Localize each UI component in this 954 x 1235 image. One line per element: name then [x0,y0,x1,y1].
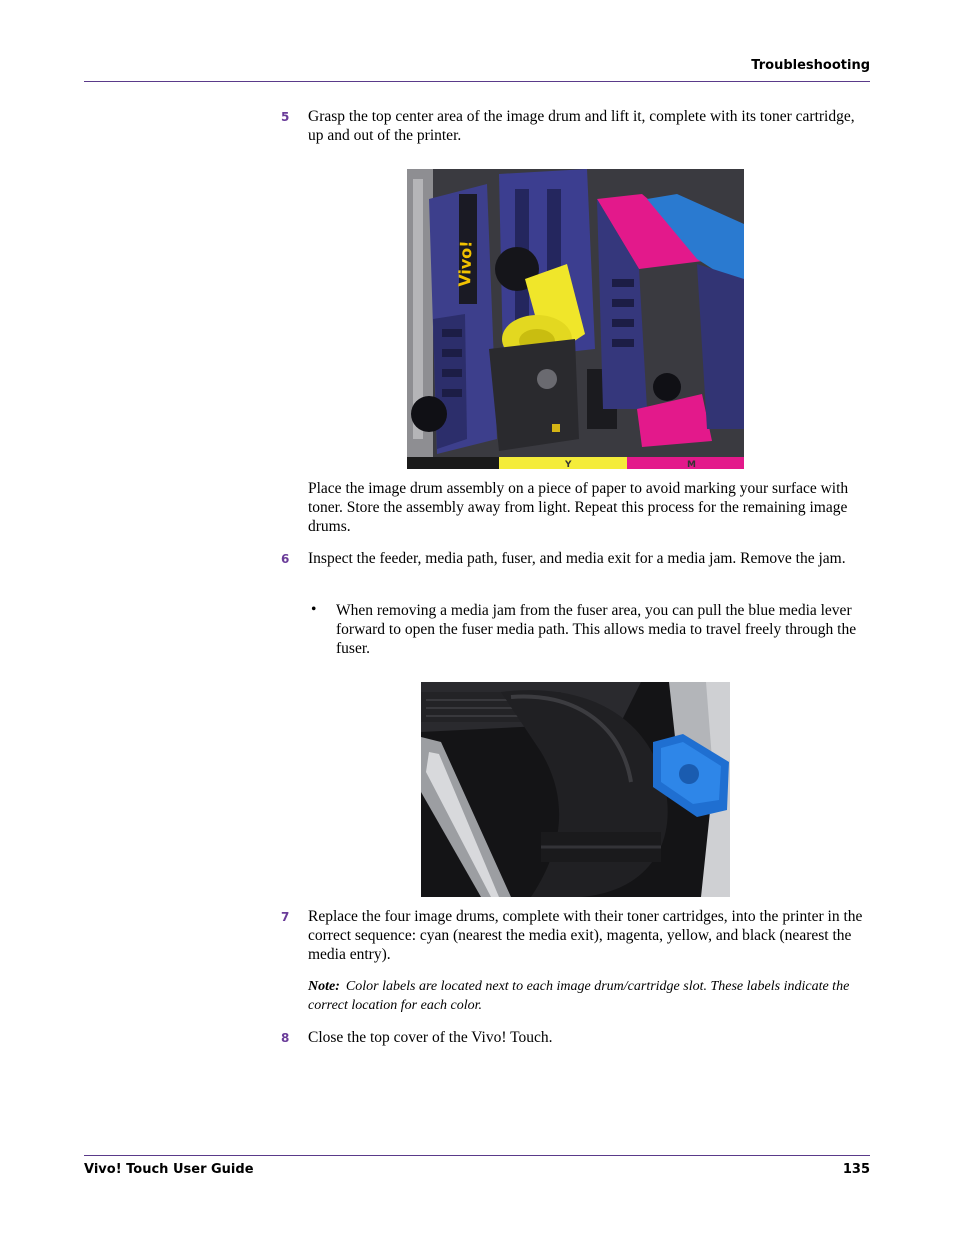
step-number: 5 [281,110,290,124]
note-text: Color labels are located next to each image drum/cartridge slot. These labels indicate the correct location for each color. [308,979,850,1013]
bullet-text: When removing a media jam from the fuser area, you can pull the blue media lever forward to open the fuser media path. This allows media to travel freely through the fuser. [336,602,857,657]
section-title: Troubleshooting [751,58,870,73]
footer-rule [84,1155,870,1156]
fuser-photo [421,682,730,897]
page-number: 135 [842,1162,870,1177]
step-text: Close the top cover of the Vivo! Touch. [308,1029,553,1046]
step-number: 8 [281,1031,290,1045]
slot-label-magenta: M [687,460,696,469]
step-text: Grasp the top center area of the image drum and lift it, complete with its toner cartridge, up and out of the printer. [308,108,855,144]
step-number: 7 [281,910,290,924]
bullet-symbol: • [311,601,317,618]
step-text: Replace the four image drums, complete with their toner cartridges, into the printer in the correct sequence: cyan (nearest the media exit), magenta, yellow, and black (nearest the media entry). [308,908,863,963]
header-rule [84,81,870,82]
guide-title: Vivo! Touch User Guide [84,1162,254,1177]
image-drum-photo [407,169,744,469]
step-number: 6 [281,552,290,566]
note-label: Note: [308,979,340,994]
step-text: Inspect the feeder, media path, fuser, and media exit for a media jam. Remove the jam. [308,550,846,567]
drum-storage-text: Place the image drum assembly on a piece of paper to avoid marking your surface with toner. Store the assembly away from light. Repeat this process for the remaining image drums. [308,480,849,535]
note-block [308,977,872,1015]
brand-logo: Vivo! [455,240,476,288]
slot-label-yellow: Y [565,460,572,469]
